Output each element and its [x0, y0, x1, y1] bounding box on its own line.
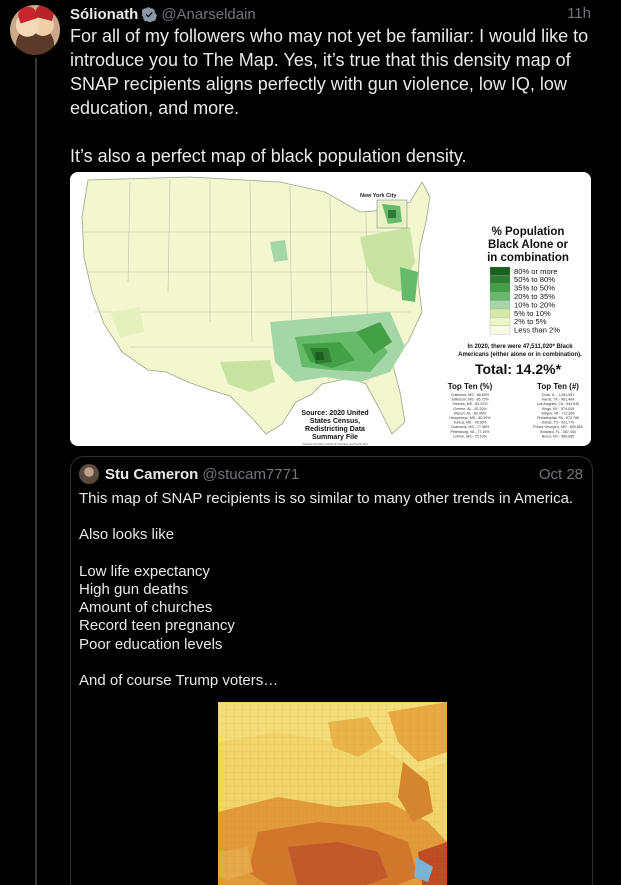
- map-footnote: *Includes 50 states, District of Columbia, and Puerto Rico: [302, 443, 368, 446]
- top-ten-entry: Claiborne, MS - 86.60%: [450, 393, 490, 397]
- legend-title-3: in combination: [487, 252, 569, 264]
- top-ten-entry: Kings, NY - 874,009: [541, 406, 575, 411]
- legend-label: 35% to 50%: [514, 283, 555, 293]
- source-line-3: Redistricting Data: [305, 426, 365, 433]
- tweet-header: [70, 4, 591, 24]
- tweet-paragraph-2: It’s also a perfect map of black population density.: [70, 146, 467, 166]
- top-ten-pct-title: Top Ten (%): [447, 382, 493, 391]
- legend-swatch: [490, 317, 510, 325]
- tweet-paragraph-1: For all of my followers who may not yet be familiar: I would like to introduce you to The Map. Yes, it’s true that this density map of SNAP recipients aligns perfectly with gun violence, low IQ, low education, and more.: [70, 26, 589, 118]
- top-ten-entry: Coahoma, MS - 77.56%: [450, 425, 490, 430]
- quoted-line-3: And of course Trump voters…: [79, 671, 279, 689]
- top-ten-pct-list: [449, 393, 491, 438]
- verified-badge-icon: [142, 7, 157, 22]
- top-ten-entry: Los Angeles, CA - 944,640: [536, 402, 580, 407]
- quoted-line-2: Also looks like: [79, 526, 175, 544]
- top-ten-entry: Petersburg, VA - 77.19%: [450, 429, 490, 434]
- legend-label: 5% to 10%: [514, 308, 551, 318]
- legend-label: 80% or more: [514, 266, 558, 276]
- map-note-1: In 2020, there were 47,511,020* Black: [467, 344, 573, 350]
- top-ten-entry: Cook, IL - 1,281,981: [541, 393, 575, 397]
- quoted-author-avatar[interactable]: [79, 464, 99, 484]
- legend-swatch: [490, 301, 510, 309]
- top-ten-entry: Broward, FL - 587,444: [540, 429, 576, 434]
- source-line-2: States Census,: [309, 418, 361, 425]
- quoted-list-item: High gun deaths: [79, 580, 189, 598]
- legend-label: 2% to 5%: [514, 317, 547, 327]
- quoted-list-item: Record teen pregnancy: [79, 617, 235, 635]
- quoted-line-1: This map of SNAP recipients is so similar to many other trends in America.: [79, 490, 574, 507]
- legend-swatch: [490, 309, 510, 317]
- quoted-tweet-time[interactable]: Oct 28: [538, 466, 583, 483]
- thread-line: [35, 58, 37, 885]
- quoted-list-item: Amount of churches: [79, 599, 213, 617]
- author-avatar[interactable]: [10, 5, 60, 55]
- legend-label: 20% to 35%: [514, 292, 555, 301]
- quoted-author-handle[interactable]: @stucam7771: [202, 465, 300, 483]
- top-ten-entry: Bronx, NY - 580,685: [541, 434, 575, 439]
- legend-label: 50% to 80%: [514, 275, 555, 285]
- source-line-4: Summary File: [312, 434, 358, 441]
- map-note-2: Americans (either alone or in combination).: [458, 352, 582, 358]
- legend-swatch: [490, 267, 510, 275]
- author-handle[interactable]: @Anarseldain: [161, 5, 256, 23]
- quoted-tweet[interactable]: [70, 456, 593, 885]
- top-ten-entry: Prince George's, MD - 609,663: [533, 425, 583, 430]
- map-total: Total: 14.2%*: [474, 361, 562, 377]
- top-ten-entry: Dallas, TX - 621,770: [541, 420, 575, 425]
- source-line-1: Source: 2020 United: [301, 410, 369, 417]
- legend-swatch: [490, 284, 510, 292]
- top-ten-entry: Harris, TX - 981,484: [541, 397, 575, 402]
- tweet-image-black-population-map[interactable]: [70, 172, 591, 446]
- top-ten-entry: Wayne, MI - 712,699: [541, 411, 575, 416]
- quoted-list-item: Low life expectancy: [79, 562, 210, 580]
- top-ten-entry: Jefferson, MS - 86.72%: [451, 397, 489, 402]
- top-ten-entry: Leflore, MS - 75.10%: [453, 434, 487, 439]
- top-ten-entry: Macon, AL - 80.95%: [453, 411, 487, 416]
- legend-swatch: [490, 326, 510, 334]
- legend-title-2: Black Alone or: [487, 239, 569, 251]
- top-ten-entry: Humphreys, MS - 80.39%: [449, 416, 491, 420]
- top-ten-entry: Greene, AL - 82.20%: [453, 406, 487, 411]
- author-name[interactable]: Sólionath: [70, 5, 139, 23]
- legend-label: Less than 2%: [514, 325, 561, 335]
- tweet-text: [70, 24, 600, 168]
- inset-label: New York City: [360, 193, 397, 199]
- quoted-author-name[interactable]: Stu Cameron: [105, 465, 199, 483]
- quoted-tweet-header: [79, 464, 299, 484]
- quoted-tweet-image-county-map[interactable]: [218, 702, 447, 885]
- top-ten-entry: Philadelphia, PA - 673,786: [536, 416, 580, 420]
- top-ten-num-title: Top Ten (#): [537, 382, 579, 391]
- legend-label: 10% to 20%: [514, 300, 555, 310]
- legend-swatch: [490, 292, 510, 300]
- quoted-tweet-text: [79, 490, 584, 690]
- legend-swatch: [490, 275, 510, 283]
- tweet-time[interactable]: 11h: [567, 5, 591, 22]
- top-ten-entry: Tunica, MS - 78.36%: [453, 420, 487, 425]
- top-ten-entry: Holmes, MS - 83.22%: [452, 402, 488, 407]
- legend-title-1: % Population: [491, 226, 565, 238]
- quoted-list-item: Poor education levels: [79, 635, 223, 653]
